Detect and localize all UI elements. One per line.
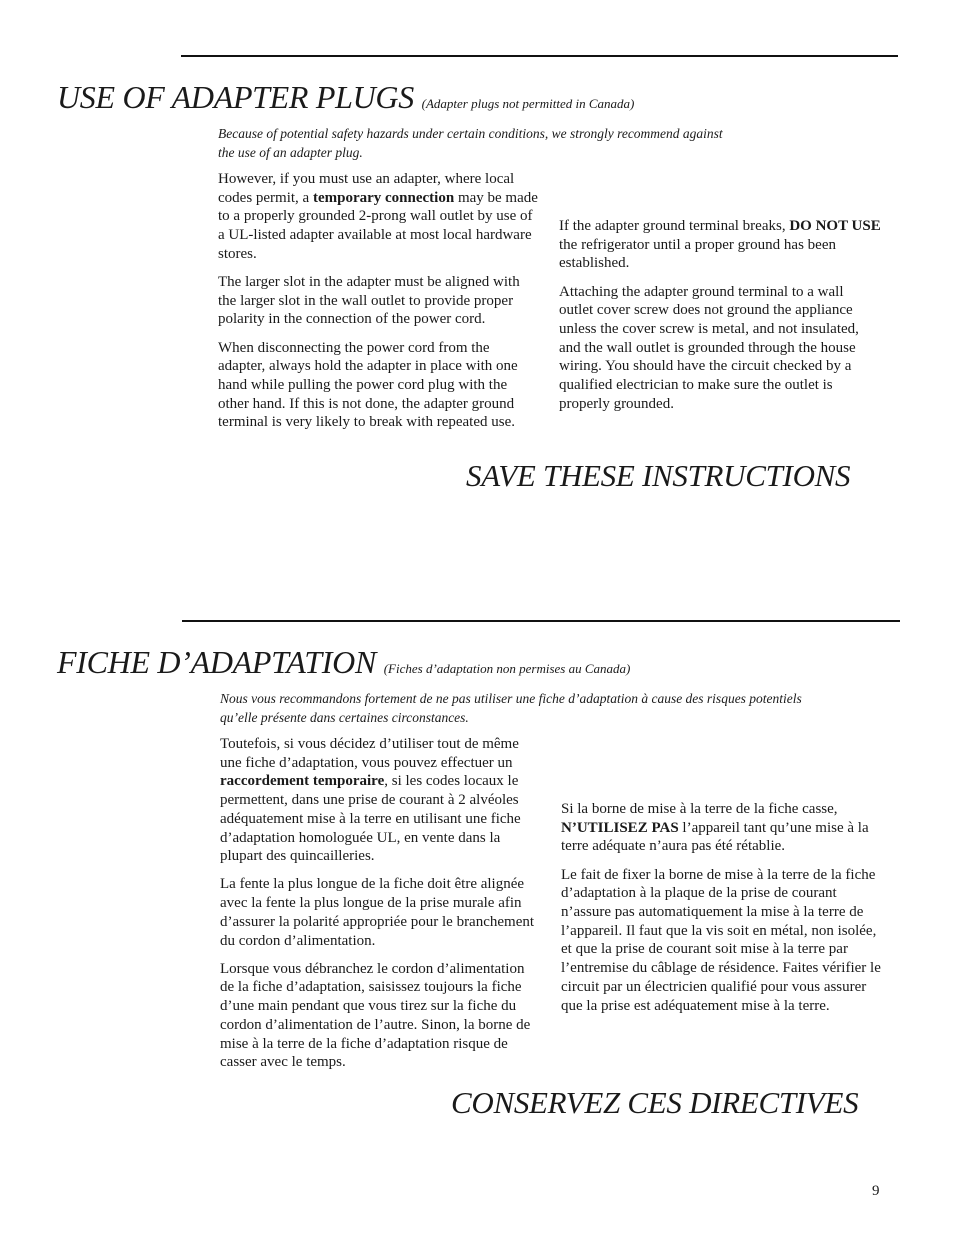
english-paragraph-4: If the adapter ground terminal breaks, DO NOT USE the refrigerator until a proper ground has been established. <box>559 218 881 272</box>
french-paragraph-3: Lorsque vous débranchez le cordon d’alimentation de la fiche d’adaptation, saisissez toujours la fiche d’une main pendant que vous tirez sur la fiche du cordon d’alimentation de l’autre. Sinon, la borne de mise à la terre de la fiche d’adaptation risque de casser avec le temps. <box>220 960 531 1071</box>
english-title-note: (Adapter plugs not permitted in Canada) <box>421 96 635 111</box>
french-paragraph-1: Toutefois, si vous décidez d’utiliser tout de même une fiche d’adaptation, vous pouvez effectuer un raccordement temporaire, si les codes locaux le permettent, dans une prise de courant à 2 alvéoles adéquatement mise à la terre en utilisant une fiche d’adaptation homologuée UL, en vente dans la plupart des quincailleries. <box>220 736 521 865</box>
nutilisez-pas-emphasis: N’UTILISEZ PAS <box>561 819 679 836</box>
temporary-connection-emphasis: temporary connection <box>312 189 455 206</box>
top-rule-french <box>182 620 900 622</box>
french-paragraph-5: Le fait de fixer la borne de mise à la terre de la fiche d’adaptation à la plaque de la prise de courant n’assure pas automatiquement la mise à la terre de l’appareil. Il faut que la vis soit en métal, non isolée, et que la prise de courant soit mise à la terre par l’entremise du câblage de résidence. Faites vérifier le circuit par un électricien qualifié pour vous assurer que la prise est adéquatement mise à la terre. <box>561 866 881 1014</box>
english-title: USE OF ADAPTER PLUGS <box>57 79 414 115</box>
english-intro: Because of potential safety hazards under certain conditions, we strongly recommend against the use of an adapter plug. <box>218 126 723 160</box>
french-paragraph-4: Si la borne de mise à la terre de la fiche casse, N’UTILISEZ PAS l’appareil tant qu’une mise à la terre adéquate n’aura pas été rétablie. <box>561 801 869 855</box>
french-column-left <box>220 735 542 1081</box>
french-intro: Nous vous recommandons fortement de ne pas utiliser une fiche d’adaptation à cause des risques potentiels qu’elle présente dans certaines circonstances. <box>220 691 802 725</box>
english-paragraph-3: When disconnecting the power cord from the adapter, always hold the adapter in place with one hand while pulling the power cord plug with the other hand. If this is not done, the adapter ground terminal is very likely to break with repeated use. <box>218 339 518 431</box>
french-paragraph-2: La fente la plus longue de la fiche doit être alignée avec la fente la plus longue de la prise murale afin d’assurer la polarité appropriée pour le branchement du cordon d’alimentation. <box>220 876 535 949</box>
english-column-left <box>218 170 540 442</box>
english-paragraph-5: Attaching the adapter ground terminal to a wall outlet cover screw does not ground the appliance unless the cover screw is metal, and not insulated, and the wall outlet is grounded through the house wiring. You should have the circuit checked by a qualified electrician to make sure the outlet is properly grounded. <box>559 283 859 412</box>
do-not-use-emphasis: DO NOT USE <box>789 218 881 234</box>
english-heading <box>57 79 634 122</box>
page-number: 9 <box>872 1183 880 1199</box>
save-these-instructions: SAVE THESE INSTRUCTIONS <box>466 458 851 493</box>
english-column-right <box>559 217 881 423</box>
french-column-right <box>561 800 883 1025</box>
french-title: FICHE D’ADAPTATION <box>57 644 377 680</box>
raccordement-temporaire-emphasis: raccordement temporaire <box>220 773 385 790</box>
french-title-note: (Fiches d’adaptation non permises au Canada) <box>383 661 631 676</box>
english-paragraph-2: The larger slot in the adapter must be aligned with the larger slot in the wall outlet to provide proper polarity in the connection of the power cord. <box>218 274 520 328</box>
english-paragraph-1: However, if you must use an adapter, where local codes permit, a temporary connection may be made to a properly grounded 2-prong wall outlet by use of a UL-listed adapter available at most local hardware stores. <box>218 171 538 262</box>
top-rule-english <box>181 55 898 57</box>
french-heading <box>57 644 630 687</box>
conservez-ces-directives: CONSERVEZ CES DIRECTIVES <box>451 1085 859 1120</box>
